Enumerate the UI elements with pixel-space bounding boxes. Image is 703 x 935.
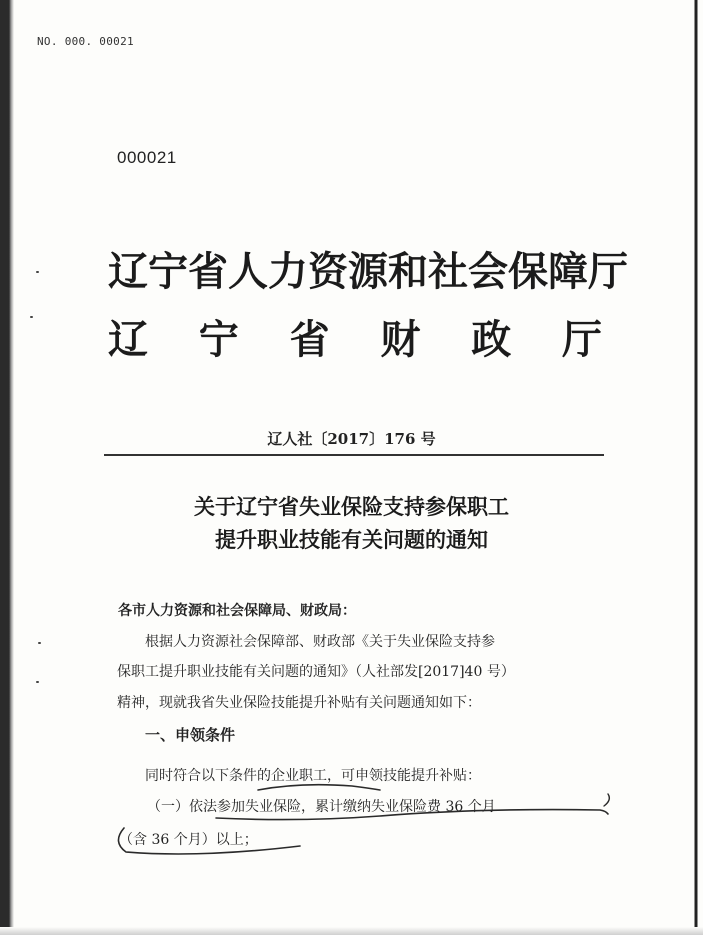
hand-curl	[604, 794, 609, 806]
scan-speck	[38, 642, 41, 644]
issuer-char: 和	[388, 248, 428, 295]
issuer-char: 政	[471, 316, 512, 363]
body-paragraph-line: 精神，现就我省失业保险技能提升补贴有关问题通知如下：	[117, 695, 481, 711]
issuer-char: 社	[428, 248, 468, 295]
hand-underline	[258, 785, 380, 790]
issuer-char: 辽	[108, 248, 148, 295]
issuer-char: 力	[268, 248, 308, 295]
issuer-char: 保	[508, 248, 548, 295]
issuer-char: 厅	[588, 248, 628, 295]
serial-number: NO. 000. 00021	[37, 35, 134, 48]
list-item-line: （一）依法参加失业保险，累计缴纳失业保险费 36 个月	[147, 799, 496, 815]
body-paragraph-line: 根据人力资源社会保障部、财政部《关于失业保险支持参	[145, 634, 495, 650]
scan-right-edge	[691, 0, 703, 935]
body-paragraph-line: 保职工提升职业技能有关问题的通知》（人社部发[2017]40 号）	[117, 664, 515, 680]
issuer-char: 辽	[108, 316, 148, 363]
body-paragraph-line: 同时符合以下条件的企业职工，可申领技能提升补贴：	[145, 768, 481, 784]
issuer-line-2	[108, 316, 602, 363]
header-rule	[104, 454, 604, 456]
document-number: 辽人社〔2017〕176 号	[267, 430, 436, 448]
scan-speck	[36, 681, 39, 683]
notice-title-line-2: 提升职业技能有关问题的通知	[215, 528, 488, 552]
issuer-char: 宁	[148, 248, 188, 295]
scan-bottom-edge	[0, 927, 703, 935]
section-heading: 一、申领条件	[145, 726, 236, 744]
issuer-char: 源	[348, 248, 388, 295]
issuer-char: 宁	[198, 316, 239, 363]
issuer-line-1	[108, 248, 628, 295]
issuer-char: 资	[308, 248, 348, 295]
document-id: 000021	[117, 148, 177, 167]
scan-left-edge	[0, 0, 14, 935]
issuer-char: 人	[228, 248, 268, 295]
issuer-char: 财	[380, 316, 421, 363]
scan-speck	[36, 271, 39, 273]
notice-title-line-1: 关于辽宁省失业保险支持参保职工	[194, 495, 509, 519]
issuer-char: 厅	[561, 316, 602, 363]
issuer-char: 会	[468, 248, 508, 295]
issuer-char: 省	[289, 316, 330, 363]
issuer-char: 省	[188, 248, 228, 295]
list-item-line: （含 36 个月）以上；	[119, 832, 258, 848]
salutation: 各市人力资源和社会保障局、财政局：	[118, 603, 356, 619]
issuer-char: 障	[548, 248, 588, 295]
scan-speck	[30, 316, 33, 318]
